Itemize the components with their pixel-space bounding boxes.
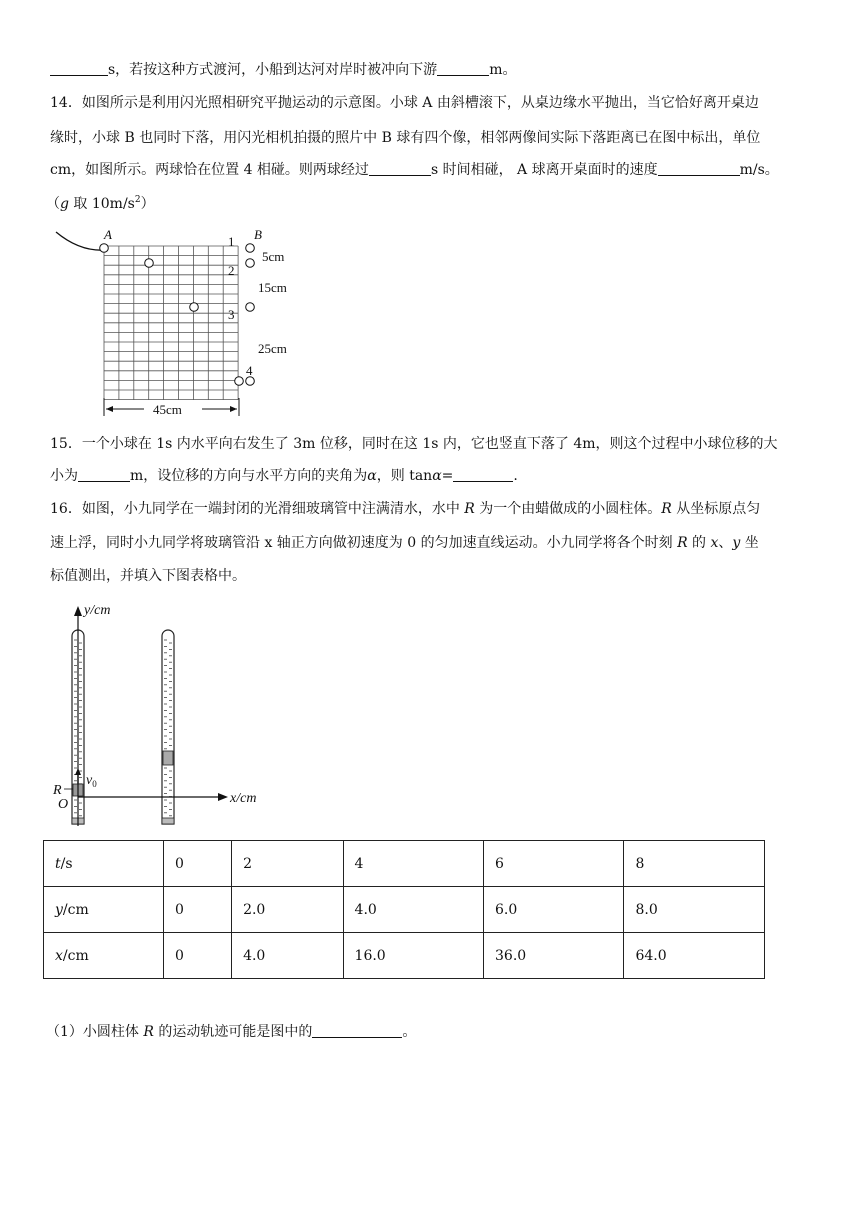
table-cell: 2.0 <box>232 887 343 933</box>
unit: /cm <box>62 901 89 918</box>
position-label-1: 1 <box>228 234 235 249</box>
label-r: R <box>53 783 62 798</box>
text: （1）小圆柱体 <box>46 1024 144 1040</box>
position-label-4: 4 <box>246 363 253 378</box>
text: 16．如图，小九同学在一端封闭的光滑细玻璃管中注满清水，水中 <box>50 501 465 517</box>
q14-line-3 <box>50 160 814 180</box>
answer-blank <box>369 161 431 176</box>
wax-cylinder-moved <box>163 751 173 765</box>
table-cell: 8 <box>624 841 765 887</box>
table-row <box>44 933 765 979</box>
position-label-2: 2 <box>228 263 235 278</box>
label-b: B <box>254 227 262 242</box>
answer-blank <box>78 467 130 482</box>
text: 的运动轨迹可能是图中的 <box>153 1024 313 1040</box>
q16-sub-1 <box>46 1022 814 1042</box>
r-symbol: R <box>661 501 672 517</box>
variable-symbol: x <box>55 947 63 964</box>
alpha-symbol: α <box>432 468 442 484</box>
answer-blank <box>453 467 513 482</box>
table-cell: 64.0 <box>624 933 765 979</box>
text: ，则 tan <box>376 468 433 484</box>
text: 、 <box>718 535 733 551</box>
text: 小为 <box>50 468 78 484</box>
text: s 时间相碰， A 球离开桌面时的速度 <box>430 162 658 178</box>
r-symbol: R <box>677 535 688 551</box>
x-axis-label: x/cm <box>230 791 257 806</box>
table-cell: 0 <box>164 887 232 933</box>
label-origin: O <box>58 797 69 812</box>
glass-tube-figure <box>48 598 278 830</box>
row-header <box>44 933 164 979</box>
q15-line-1: 15．一个小球在 1s 内水平向右发生了 3m 位移，同时在这 1s 内，它也竖直下落了 4m，则这个过程中小球位移的大 <box>50 436 778 452</box>
y-axis-label: y/cm <box>84 603 111 618</box>
table-cell: 16.0 <box>343 933 483 979</box>
position-label-3: 3 <box>228 307 235 322</box>
table-cell: 8.0 <box>624 887 765 933</box>
unit: /cm <box>62 947 89 964</box>
table-row <box>44 887 765 933</box>
variable-symbol: t <box>55 855 61 872</box>
table-cell: 0 <box>164 841 232 887</box>
table-cell: 6 <box>484 841 624 887</box>
data-table <box>43 840 765 979</box>
unit: /s <box>60 855 73 872</box>
dim-arrow-left <box>106 406 113 412</box>
variable-symbol: y <box>55 901 63 918</box>
table-cell: 4.0 <box>232 933 343 979</box>
table-row <box>44 841 765 887</box>
table-cell: 4.0 <box>343 887 483 933</box>
q16-line-3: 标值测出，并填入下图表格中。 <box>50 568 246 584</box>
row-header <box>44 887 164 933</box>
answer-blank <box>312 1023 402 1038</box>
width-label: 45cm <box>153 402 182 417</box>
answer-blank <box>658 161 740 176</box>
distance-label-25cm: 25cm <box>258 341 287 356</box>
text: m，设位移的方向与水平方向的夹角为 <box>130 468 368 484</box>
text: ） <box>140 196 155 212</box>
r-symbol: R <box>143 1024 154 1040</box>
q16-line-2 <box>50 533 814 553</box>
text: （ <box>46 196 60 212</box>
superscript: 2 <box>134 195 141 205</box>
q14-line-2: 缘时，小球 B 也同时下落，用闪光相机拍摄的照片中 B 球有四个像，相邻两像间实际下落距离已在图中标出，单位 <box>50 130 761 146</box>
label-a: A <box>104 227 112 242</box>
v-subscript: 0 <box>92 779 97 789</box>
tube-base-right <box>162 818 174 824</box>
text: = <box>441 468 454 484</box>
answer-blank <box>50 61 108 76</box>
ball-a-image-4 <box>235 377 244 386</box>
g-symbol: g <box>60 196 69 212</box>
r-symbol: R <box>464 501 475 517</box>
q16-line-1 <box>50 499 814 519</box>
table-cell: 2 <box>232 841 343 887</box>
q15-line-2 <box>50 466 814 486</box>
text: 取 10m/s <box>68 196 135 212</box>
ball-a-image-1 <box>100 244 109 253</box>
ball-a-image-3 <box>190 303 199 312</box>
table-cell: 0 <box>164 933 232 979</box>
row-header <box>44 841 164 887</box>
q14-line-4 <box>46 194 814 214</box>
text: cm，如图所示。两球恰在位置 4 相碰。则两球经过 <box>50 162 369 178</box>
text: 。 <box>402 1024 417 1040</box>
ball-b-image-3 <box>246 303 255 312</box>
table-cell: 4 <box>343 841 483 887</box>
y-axis-arrow <box>74 606 82 616</box>
text: . <box>513 468 518 484</box>
ball-b-image-2 <box>246 259 255 268</box>
x-symbol: x <box>710 535 719 551</box>
grid <box>104 246 238 400</box>
text: 的 <box>687 535 711 551</box>
table-cell: 36.0 <box>484 933 624 979</box>
alpha-symbol: α <box>367 468 377 484</box>
q14-line-1: 14．如图所示是利用闪光照相研究平抛运动的示意图。小球 A 由斜槽滚下，从桌边缘水平抛出，当它恰好离开桌边 <box>50 95 759 111</box>
ramp-curve <box>56 232 106 250</box>
flash-photo-figure <box>48 224 308 424</box>
distance-label-15cm: 15cm <box>258 280 287 295</box>
glass-tube-right <box>162 630 174 824</box>
y-symbol: y <box>732 535 741 551</box>
dim-arrow-right <box>230 406 237 412</box>
text: 速上浮，同时小九同学将玻璃管沿 x 轴正方向做初速度为 0 的匀加速直线运动。小九同学将各个时刻 <box>50 535 678 551</box>
ball-a-image-2 <box>145 259 154 268</box>
table-cell: 6.0 <box>484 887 624 933</box>
text: 从坐标原点匀 <box>671 501 761 517</box>
text: m/s。 <box>739 162 779 178</box>
distance-label-5cm: 5cm <box>262 249 285 264</box>
text: m。 <box>489 62 517 78</box>
ball-b-image-1 <box>246 244 255 253</box>
text: 坐 <box>740 535 759 551</box>
text: s，若按这种方式渡河，小船到达河对岸时被冲向下游 <box>108 62 438 78</box>
x-axis-arrow <box>218 793 228 801</box>
text: 为一个由蜡做成的小圆柱体。 <box>474 501 662 517</box>
q13-answer-line <box>50 60 814 80</box>
answer-blank <box>437 61 489 76</box>
label-v0 <box>86 773 97 789</box>
v-symbol: v <box>86 773 93 788</box>
